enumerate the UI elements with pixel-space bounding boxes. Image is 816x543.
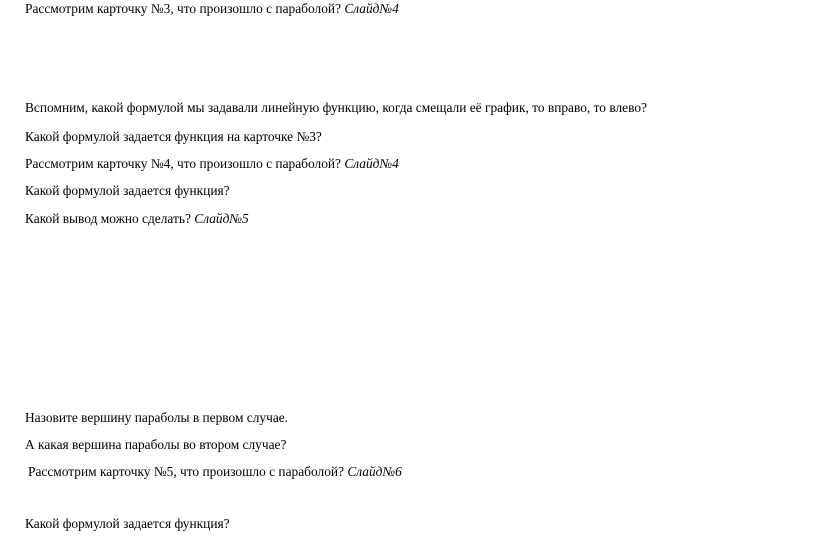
- slide-reference: Слайд№6: [347, 464, 402, 479]
- paragraph-vertex-second-case: [25, 437, 286, 453]
- paragraph-conclusion-question: [25, 211, 249, 227]
- paragraph-card4-question: [25, 156, 399, 172]
- paragraph-text: Рассмотрим карточку №5, что произошло с параболой?: [28, 464, 348, 479]
- paragraph-text: А какая вершина параболы во втором случае?: [25, 437, 287, 452]
- paragraph-text: Вспомним, какой формулой мы задавали линейную функцию, когда смещали её график, то вправо, то влево?: [25, 100, 647, 115]
- paragraph-vertex-first-case: [25, 410, 288, 426]
- paragraph-text: Какой вывод можно сделать?: [25, 211, 195, 226]
- paragraph-final-formula-question: [25, 516, 230, 532]
- paragraph-text: Какой формулой задается функция?: [25, 183, 230, 198]
- slide-reference: Слайд№4: [344, 1, 399, 16]
- paragraph-card3-question: [25, 1, 399, 17]
- paragraph-text: Рассмотрим карточку №4, что произошло с параболой?: [25, 156, 345, 171]
- paragraph-text: Рассмотрим карточку №3, что произошло с параболой?: [25, 1, 345, 16]
- paragraph-text: Назовите вершину параболы в первом случае.: [25, 410, 289, 425]
- paragraph-text: Какой формулой задается функция на карточке №3?: [25, 129, 322, 144]
- slide-reference: Слайд№4: [344, 156, 399, 171]
- paragraph-text: Какой формулой задается функция?: [25, 516, 230, 531]
- paragraph-card3-formula-question: [25, 129, 322, 145]
- paragraph-card5-question: [28, 464, 402, 480]
- slide-reference: Слайд№5: [194, 211, 249, 226]
- paragraph-formula-question: [25, 183, 230, 199]
- paragraph-linear-function-question: [25, 100, 647, 116]
